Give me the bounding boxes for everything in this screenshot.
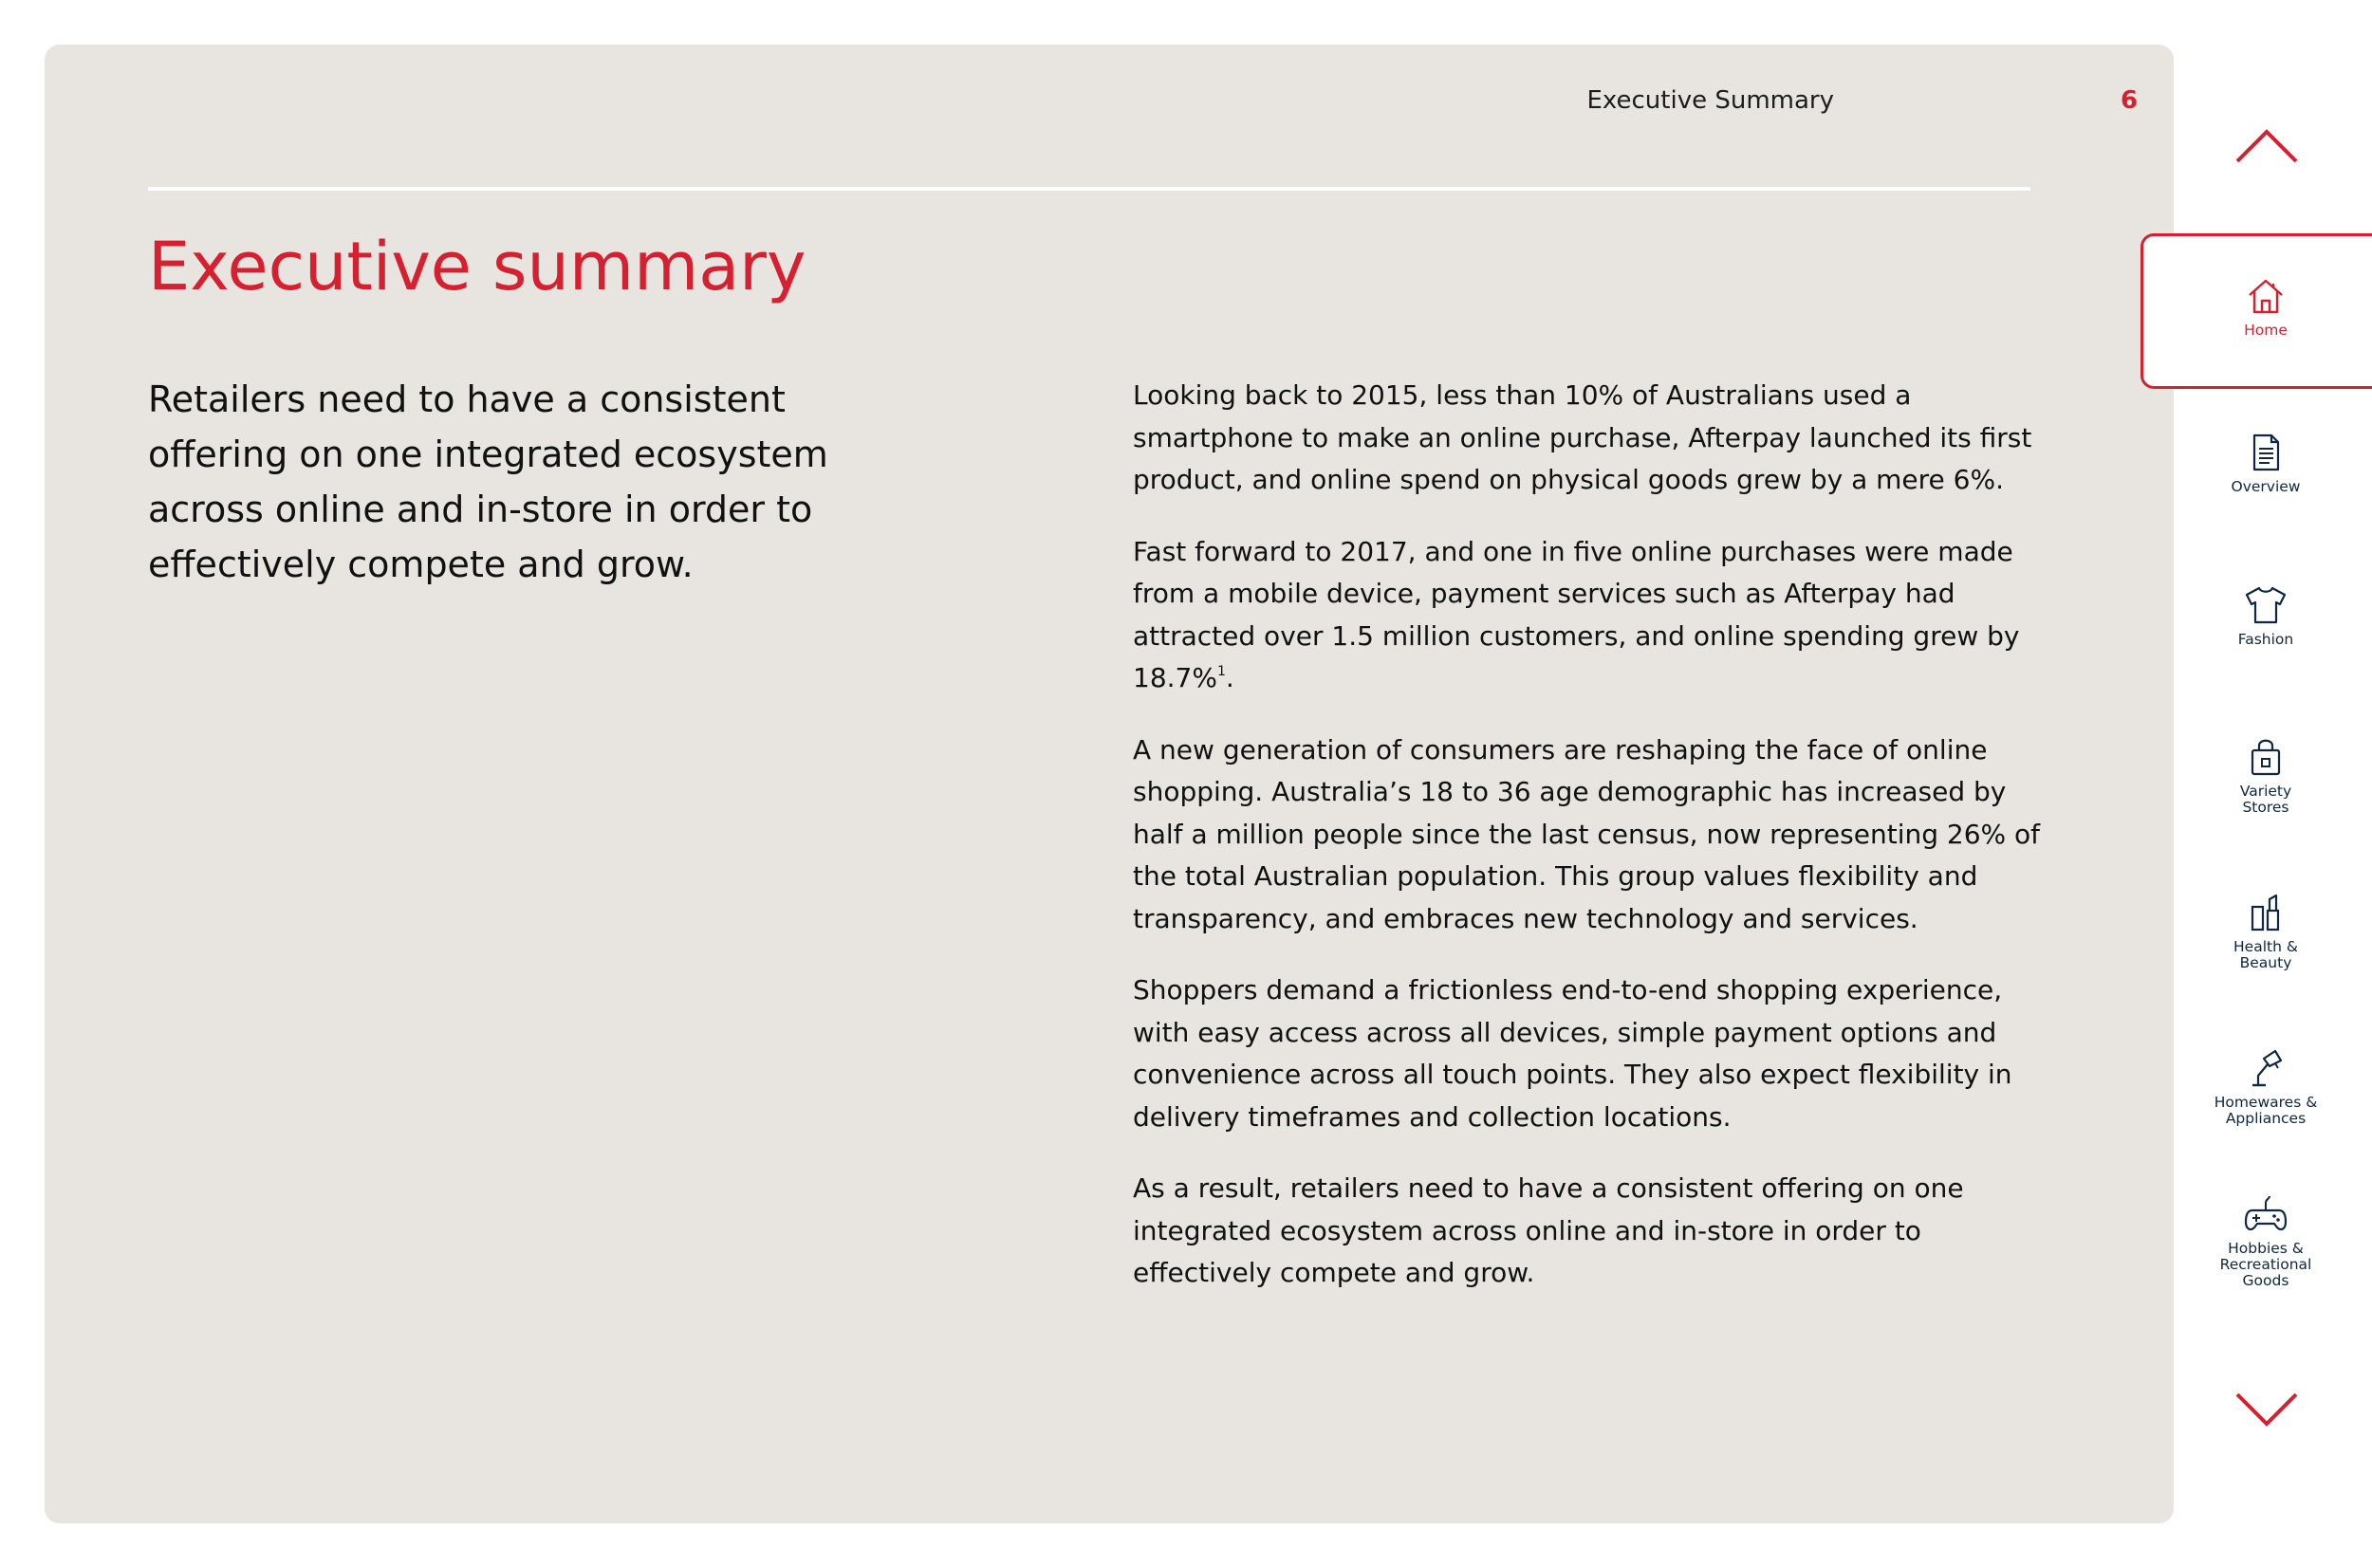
page-number: 6 [2121, 86, 2139, 115]
nav-item-homewares-appliances[interactable] [2192, 1047, 2340, 1127]
nav-label-health-beauty: Health & Beauty [2233, 938, 2298, 971]
body-paragraph-2 [1133, 531, 2044, 700]
body-paragraph-2-text: Fast forward to 2017, and one in five online purchases were made from a mobile device, payment services such as Afterpay had attracted over 1.5 million customers, and online spending grew by 18.7% [1133, 535, 2020, 693]
body-paragraph-4: Shoppers demand a frictionless end-to-end shopping experience, with easy access across all devices, simple payment options and convenience across all touch points. They also expect flexibility in delivery timeframes and collection locations. [1133, 974, 2012, 1133]
nav-item-fashion[interactable] [2192, 584, 2340, 648]
divider [148, 187, 2030, 191]
nav-label-home: Home [2244, 322, 2288, 339]
chevron-up-icon [2235, 127, 2298, 165]
header-section-title: Executive Summary [1586, 86, 1834, 115]
content-panel [45, 45, 2174, 1523]
shopping-bag-icon [2245, 736, 2287, 778]
lamp-icon [2245, 1047, 2287, 1089]
scroll-up-button[interactable] [2235, 127, 2298, 165]
body-paragraph-1: Looking back to 2015, less than 10% of Australians used a smartphone to make an online purchase, Afterpay launched its first product, and online spend on physical goods grew by a mere 6%. [1133, 379, 2032, 495]
body-paragraph-2-end: . [1225, 662, 1234, 693]
body-paragraph-5: As a result, retailers need to have a consistent offering on one integrated ecosystem across online and in-store in order to effectively compete and grow. [1133, 1172, 1964, 1288]
nav-item-hobbies-recreational-goods[interactable] [2192, 1193, 2340, 1289]
document-icon [2245, 432, 2287, 473]
cosmetics-icon [2245, 892, 2287, 933]
page-title: Executive summary [148, 228, 806, 305]
nav-item-variety-stores[interactable] [2192, 736, 2340, 816]
chevron-down-icon [2235, 1391, 2298, 1429]
nav-item-overview[interactable] [2192, 432, 2340, 495]
nav-item-health-beauty[interactable] [2192, 892, 2340, 971]
tshirt-icon [2243, 584, 2289, 626]
gamepad-icon [2243, 1193, 2289, 1235]
nav-label-variety-stores: Variety Stores [2239, 783, 2292, 816]
scroll-down-button[interactable] [2235, 1391, 2298, 1429]
nav-label-fashion: Fashion [2237, 631, 2294, 648]
home-icon [2245, 275, 2287, 317]
nav-item-home[interactable] [2192, 275, 2340, 339]
nav-label-hobbies-recreational-goods: Hobbies & Recreational Goods [2219, 1240, 2312, 1289]
nav-label-overview: Overview [2231, 478, 2301, 495]
nav-label-homewares-appliances: Homewares & Appliances [2214, 1094, 2318, 1127]
lead-paragraph: Retailers need to have a consistent offering on one integrated ecosystem across online and in-store in order to effectively compete and grow. [148, 378, 828, 585]
footnote-marker[interactable]: 1 [1216, 664, 1226, 679]
body-paragraph-3: A new generation of consumers are reshaping the face of online shopping. Australia’s 18 to 36 age demographic has increased by half a million people since the last census, now representing 26% of the total Australian population. This group values flexibility and transparency, and embraces new technology and services. [1133, 733, 2041, 934]
body-column [1133, 375, 2044, 1324]
